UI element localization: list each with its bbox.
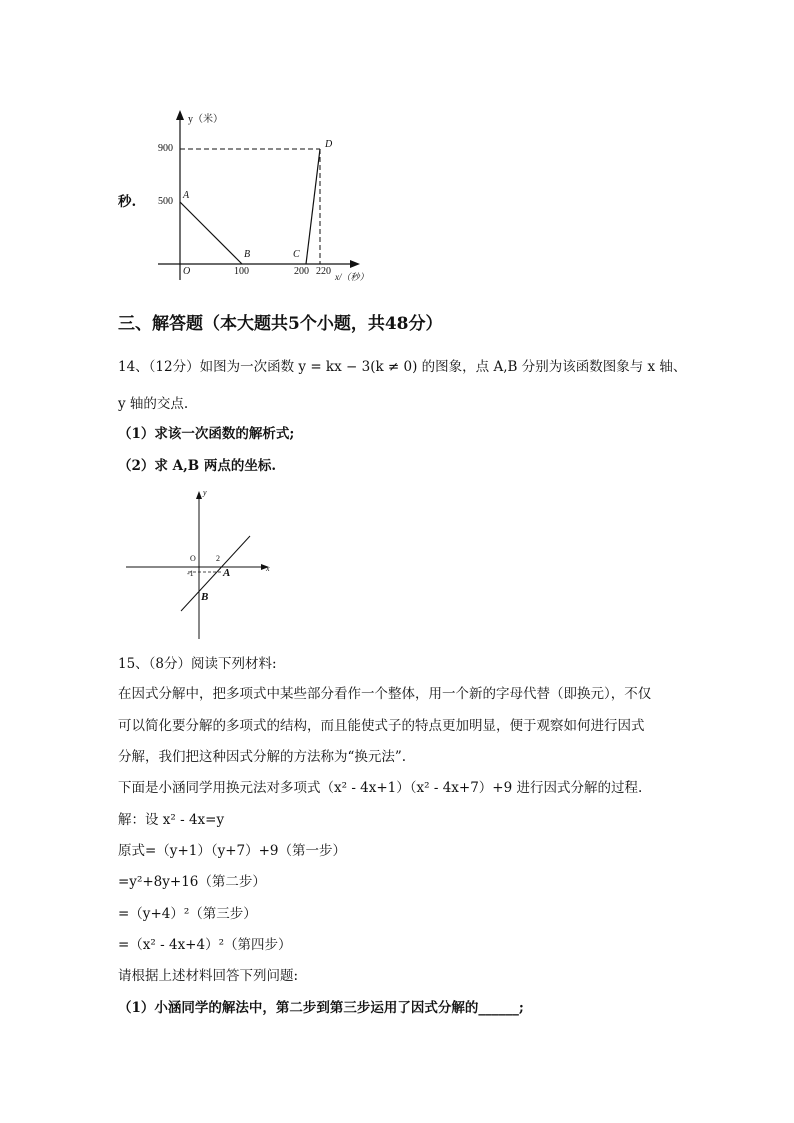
q15-step-1: 原式=（y+1）（y+7）+9（第一步）: [118, 843, 347, 859]
fig2-y-arrow: [196, 491, 202, 499]
fig2-origin: O: [190, 554, 196, 563]
fig1-tick-500: 500: [158, 196, 173, 207]
q15-para-4: 下面是小涵同学用换元法对多项式（x² - 4x+1）（x² - 4x+7）+9 进行因式分解的过程.: [118, 780, 643, 796]
q15-prompt: 请根据上述材料回答下列问题:: [118, 968, 299, 984]
fig2-tick-2: 2: [216, 554, 220, 563]
fig1-point-a: A: [183, 190, 190, 201]
fig1-x-axis-label: x/（秒）: [335, 272, 369, 282]
q15-para-2: 可以简化要分解的多项式的结构，而且能使式子的特点更加明显，便于观察如何进行因式: [118, 718, 645, 734]
fig2-point-a: A: [223, 567, 231, 579]
fig2-point-b: B: [201, 591, 209, 603]
fig1-origin: O: [183, 266, 191, 277]
q15-sub-1: （1）小涵同学的解法中，第二步到第三步运用了因式分解的______;: [118, 1000, 524, 1016]
q15-step-4: =（x² - 4x+4）²（第四步）: [118, 937, 292, 953]
fig1-y-axis-label: y（米）: [188, 114, 223, 125]
fig1-point-c: C: [293, 249, 300, 260]
fig2-y-label: y: [203, 488, 207, 497]
fig1-tick-200: 200: [294, 266, 309, 277]
section-heading: 三、解答题（本大题共5个小题，共48分）: [118, 314, 443, 334]
q15-title: 15、（8分）阅读下列材料:: [118, 656, 277, 672]
q15-step-2: =y²+8y+16（第二步）: [118, 874, 266, 890]
fig1-point-d: D: [325, 139, 333, 150]
fig1-point-b: B: [244, 249, 251, 260]
q14-sub-1: （1）求该一次函数的解析式;: [118, 426, 295, 442]
q15-para-1: 在因式分解中，把多项式中某些部分看作一个整体，用一个新的字母代替（即换元），不仅: [118, 686, 652, 702]
q14-line-2: y 轴的交点.: [118, 396, 189, 412]
fig2-x-label: x: [266, 564, 270, 573]
fig1-tick-900: 900: [158, 143, 173, 154]
fig2-tick-neg1: -1: [187, 569, 194, 578]
q15-step-3: =（y+4）²（第三步）: [118, 906, 257, 922]
fig1-tick-220: 220: [316, 266, 331, 277]
q15-para-3: 分解，我们把这种因式分解的方法称为“换元法”.: [118, 749, 407, 765]
q14-line-1: 14、（12分）如图为一次函数 y = kx − 3(k ≠ 0) 的图象，点 A,B 分别为该函数图象与 x 轴、: [118, 359, 687, 375]
fig1-left-text: 秒.: [118, 194, 137, 210]
fig1-tick-100: 100: [234, 266, 249, 277]
q15-step-0: 解：设 x² - 4x=y: [118, 812, 225, 828]
q14-sub-2: （2）求 A,B 两点的坐标.: [118, 458, 277, 474]
